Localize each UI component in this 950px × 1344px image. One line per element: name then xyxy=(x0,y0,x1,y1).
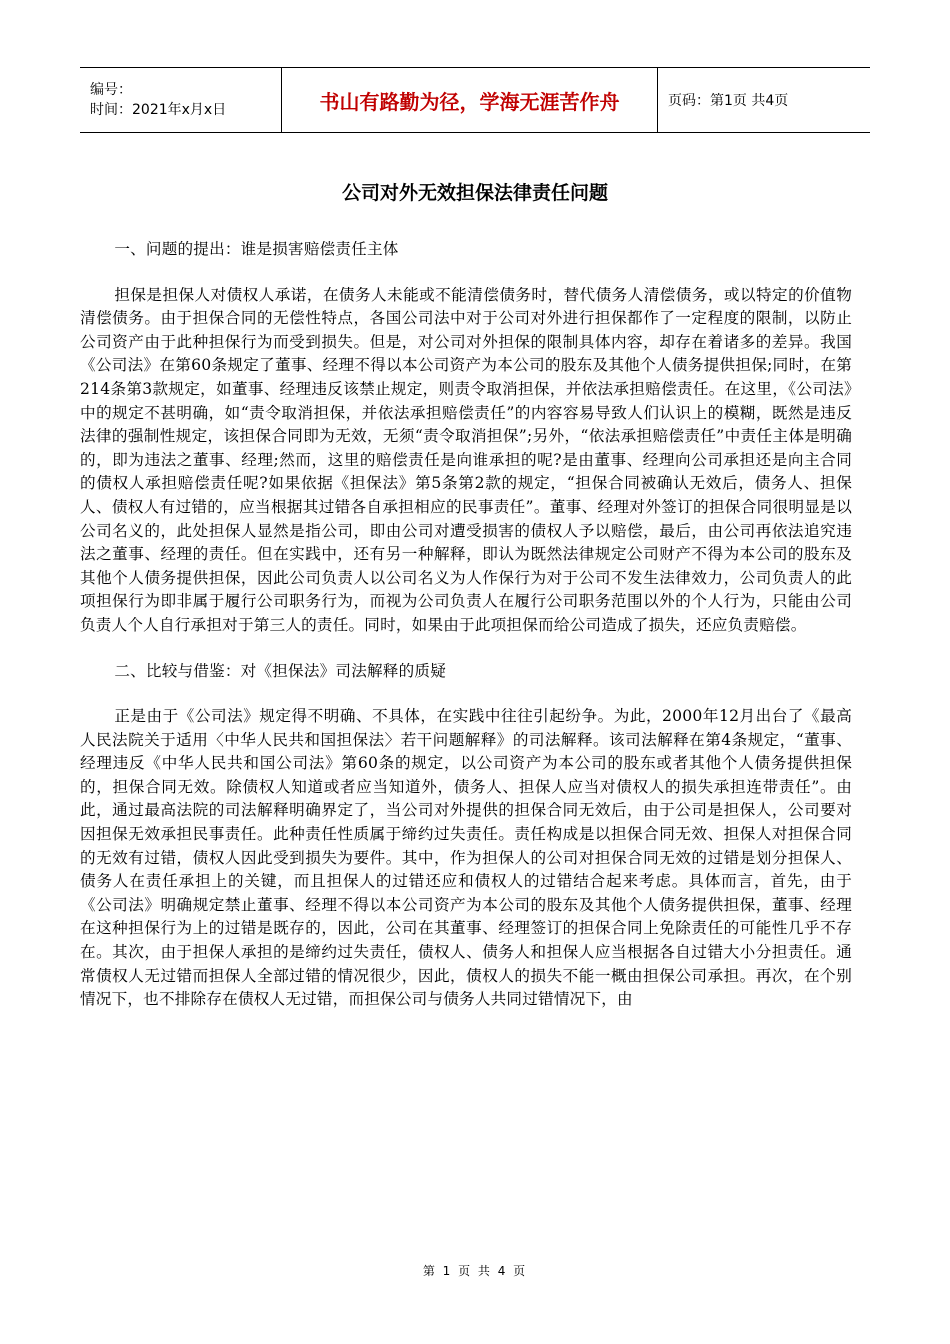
header-motto: 书山有路勤为径，学海无涯苦作舟 xyxy=(319,89,620,114)
page-header xyxy=(80,67,870,133)
section-heading-2: 二、比较与借鉴：对《担保法》司法解释的质疑 xyxy=(114,661,446,680)
header-page-label: 页码：第1页 共4页 xyxy=(668,93,789,109)
document-time-label: 时间：2021年x月x日 xyxy=(90,102,227,118)
header-page-cell xyxy=(658,68,870,132)
document-body xyxy=(80,238,852,1034)
document-title: 公司对外无效担保法律责任问题 xyxy=(341,182,608,204)
page-footer: 第 1 页 共 4 页 xyxy=(422,1264,528,1278)
header-meta-cell xyxy=(80,68,282,132)
header-motto-cell xyxy=(282,68,658,132)
document-number-label: 编号： xyxy=(90,82,132,98)
section-paragraph-1: 担保是担保人对债权人承诺，在债务人未能或不能清偿债务时，替代债务人清偿债务，或以特定的价值物清偿债务。由于担保合同的无偿性特点，各国公司法中对于公司对外进行担保都作了一定程度的限制，以防止公司资产由于此种担保行为而受到损失。但是，对公司对外担保的限制具体内容，却存在着诸多的差异。我国《公司法》在第60条规定了董事、经理不得以本公司资产为本公司的股东及其他个人债务提供担保;同时，在第214条第3款规定，如董事、经理违反该禁止规定，则责令取消担保，并依法承担赔偿责任。在这里，《公司法》中的规定不甚明确，如“责令取消担保，并依法承担赔偿责任”的内容容易导致人们认识上的模糊，既然是违反法律的强制性规定，该担保合同即为无效，无须“责令取消担保”;另外，“依法承担赔偿责任”中责任主体是明确的，即为违法之董事、经理;然而，这里的赔偿责任是向谁承担的呢?是由董事、经理向公司承担还是向主合同的债权人承担赔偿责任呢?如果依据《担保法》第5条第2款的规定，“担保合同被确认无效后，债务人、担保人、债权人有过错的，应当根据其过错各自承担相应的民事责任”。董事、经理对外签订的担保合同很明显是以公司名义的，此处担保人显然是指公司，即由公司对遭受损害的债权人予以赔偿，最后，由公司再依法追究违法之董事、经理的责任。但在实践中，还有另一种解释，即认为既然法律规定公司财产不得为本公司的股东及其他个人债务提供担保，因此公司负责人以公司名义为人作保行为对于公司不发生法律效力，公司负责人的此项担保行为即非属于履行公司职务行为，而视为公司负责人在履行公司职务范围以外的个人行为，只能由公司负责人个人自行承担对于第三人的责任。同时，如果由于此项担保而给公司造成了损失，还应负责赔偿。 xyxy=(80,285,852,634)
section-paragraph-2: 正是由于《公司法》规定得不明确、不具体，在实践中往往引起纷争。为此，2000年12月出台了《最高人民法院关于适用〈中华人民共和国担保法〉若干问题解释》的司法解释。该司法解释在第4条规定，“董事、经理违反《中华人民共和国公司法》第60条的规定，以公司资产为本公司的股东或者其他个人债务提供担保的，担保合同无效。除债权人知道或者应当知道外，债务人、担保人应当对债权人的损失承担连带责任”。由此，通过最高法院的司法解释明确界定了，当公司对外提供的担保合同无效后，由于公司是担保人，公司要对因担保无效承担民事责任。此种责任性质属于缔约过失责任。责任构成是以担保合同无效、担保人对担保合同的无效有过错，债权人因此受到损失为要件。其中，作为担保人的公司对担保合同无效的过错是划分担保人、债务人在责任承担上的关键，而且担保人的过错还应和债权人的过错结合起来考虑。具体而言，首先，由于《公司法》明确规定禁止董事、经理不得以本公司资产为本公司的股东及其他个人债务提供担保，董事、经理在这种担保行为上的过错是既存的，因此，公司在其董事、经理签订的担保合同上免除责任的可能性几乎不存在。其次，由于担保人承担的是缔约过失责任，债权人、债务人和担保人应当根据各自过错大小分担责任。通常债权人无过错而担保人全部过错的情况很少，因此，债权人的损失不能一概由担保公司承担。再次，在个别情况下，也不排除存在债权人无过错，而担保公司与债务人共同过错情况下，由 xyxy=(80,707,852,1009)
section-heading-1: 一、问题的提出：谁是损害赔偿责任主体 xyxy=(114,240,399,258)
